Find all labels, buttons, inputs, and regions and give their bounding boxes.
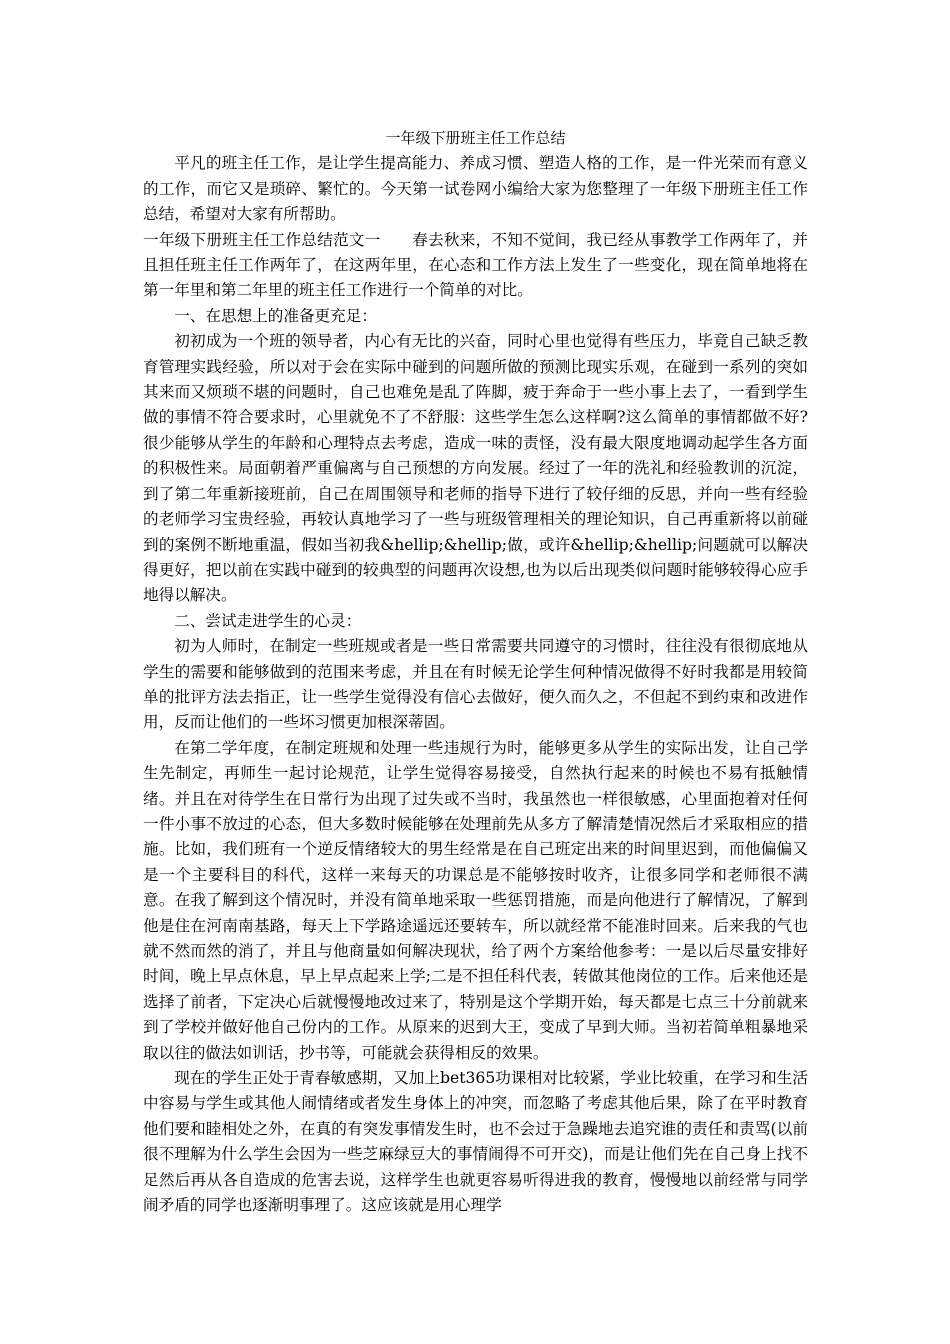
document-title: 一年级下册班主任工作总结 bbox=[385, 129, 566, 147]
paragraph-intro: 平凡的班主任工作，是让学生提高能力、养成习惯、塑造人格的工作，是一件光荣而有意义的工作，而它又是琐碎、繁忙的。今天第一试卷网小编给大家为您整理了一年级下册班主任工作总结，希望对大家有所帮助。 bbox=[143, 154, 808, 224]
paragraph-section-2b: 在第二学年度，在制定班规和处理一些违规行为时，能够更多从学生的实际出发，让自己学生先制定，再师生一起讨论规范，让学生觉得容易接受，自然执行起来的时候也不易有抵触情绪。并且在对待学生在日常行为出现了过失或不当时，我虽然也一样很敏感，心里面抱着对任何一件小事不放过的心态，但大多数时候能够在处理前先从多方了解清楚情况然后才采取相应的措施。比如，我们班有一个逆反情绪较大的男生经常是在自己班定出来的时间里迟到，而他偏偏又是一个主要科目的科代，这样一来每天的功课总是不能够按时收齐，让很多同学和老师很不满意。在我了解到这个情况时，并没有简单地采取一些惩罚措施，而是向他进行了解情况，了解到他是住在河南南基路，每天上下学路途遥远还要转车，所以就经常不能准时回来。后来我的气也就不然而然的消了，并且与他商量如何解决现状，给了两个方案给他参考：一是以后尽量安排好时间，晚上早点休息，早上早点起来上学;二是不担任科代表，转做其他岗位的工作。后来他还是选择了前者，下定决心后就慢慢地改过来了，特别是这个学期开始，每天都是七点三十分前就来到了学校并做好他自己份内的工作。从原来的迟到大王，变成了早到大师。当初若简单粗暴地采取以往的做法如训话，抄书等，可能就会获得相反的效果。 bbox=[143, 738, 808, 1062]
section-heading-2: 二、尝试走进学生的心灵： bbox=[174, 611, 362, 630]
paragraph-sample-one: 一年级下册班主任工作总结范文一 春去秋来，不知不觉间，我已经从事教学工作两年了，并且担任班主任工作两年了，在这两年里，在心态和工作方法上发生了一些变化，现在简单地将在第一年里和第二年里的班主任工作进行一个简单的对比。 bbox=[143, 230, 808, 300]
document-page bbox=[143, 126, 808, 1218]
paragraph-section-2a: 初为人师时，在制定一些班规或者是一些日常需要共同遵守的习惯时，往往没有很彻底地从学生的需要和能够做到的范围来考虑，并且在有时候无论学生何种情况做得不好时我都是用较简单的批评方法去指正，让一些学生觉得没有信心去做好，便久而久之，不但起不到约束和改进作用，反而让他们的一些坏习惯更加根深蒂固。 bbox=[143, 637, 808, 732]
section-heading-1: 一、在思想上的准备更充足： bbox=[174, 306, 377, 325]
paragraph-section-2c: 现在的学生正处于青春敏感期，又加上bet365功课相对比较紧，学业比较重，在学习和生活中容易与学生或其他人闹情绪或者发生身体上的冲突，而忽略了考虑其他后果，除了在平时教育他们要和睦相处之外，在真的有突发事情发生时，也不会过于急躁地去追究谁的责任和责骂(以前很不理解为什么学生会因为一些芝麻绿豆大的事情闹得不可开交)，而是让他们先在自己身上找不足然后再从各自造成的危害去说，这样学生也就更容易听得进我的教育，慢慢地以前经常与同学闹矛盾的同学也逐渐明事理了。这应该就是用心理学 bbox=[143, 1069, 808, 1215]
paragraph-section-1: 初初成为一个班的领导者，内心有无比的兴奋，同时心里也觉得有些压力，毕竟自己缺乏教育管理实践经验，所以对于会在实际中碰到的问题所做的预测比现实乐观，在碰到一系列的突如其来而又烦琐不堪的问题时，自己也难免是乱了阵脚，疲于奔命于一些小事上去了，一看到学生做的事情不符合要求时，心里就免不了不舒服：这些学生怎么这样啊?这么简单的事情都做不好?很少能够从学生的年龄和心理特点去考虑，造成一味的责怪，没有最大限度地调动起学生各方面的积极性来。局面朝着严重偏离与自己预想的方向发展。经过了一年的洗礼和经验教训的沉淀，到了第二年重新接班前，自己在周围领导和老师的指导下进行了较仔细的反思，并向一些有经验的老师学习宝贵经验，再较认真地学习了一些与班级管理相关的理论知识，自己再重新将以前碰到的案例不断地重温，假如当初我&hellip;&hellip;做，或许&hellip;&hellip;问题就可以解决得更好，把以前在实践中碰到的较典型的问题再次设想,也为以后出现类似问题时能够较得心应手地得以解决。 bbox=[143, 332, 808, 605]
